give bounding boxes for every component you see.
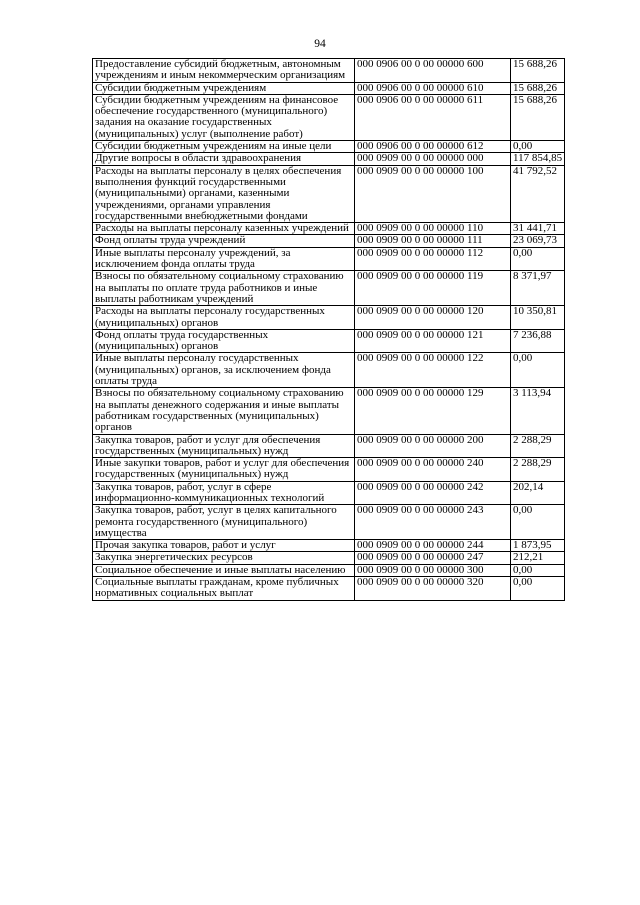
expense-name-cell: Фонд оплаты труда государственных (муниципальных) органов [93,329,355,353]
expense-name-cell: Расходы на выплаты персоналу государственных (муниципальных) органов [93,306,355,330]
amount-cell: 23 069,73 [511,235,565,247]
expense-name-cell: Закупка товаров, работ и услуг для обеспечения государственных (муниципальных) нужд [93,434,355,458]
budget-code-cell: 000 0909 00 0 00 00000 100 [355,165,511,222]
table-row [93,82,565,94]
budget-code-cell: 000 0909 00 0 00 00000 110 [355,223,511,235]
amount-cell: 15 688,26 [511,94,565,140]
table-row [93,505,565,540]
table-row [93,353,565,388]
budget-code-cell: 000 0909 00 0 00 00000 240 [355,458,511,482]
budget-code-cell: 000 0909 00 0 00 00000 320 [355,577,511,601]
table-row [93,271,565,306]
budget-code-cell: 000 0909 00 0 00 00000 112 [355,247,511,271]
budget-code-cell: 000 0909 00 0 00 00000 111 [355,235,511,247]
amount-cell: 15 688,26 [511,82,565,94]
amount-cell: 2 288,29 [511,458,565,482]
expense-name-cell: Закупка товаров, работ, услуг в целях капитального ремонта государственного (муниципального) имущества [93,505,355,540]
expense-name-cell: Взносы по обязательному социальному страхованию на выплаты по оплате труда работников и иные выплаты работникам учреждений [93,271,355,306]
budget-code-cell: 000 0909 00 0 00 00000 121 [355,329,511,353]
amount-cell: 202,14 [511,481,565,505]
amount-cell: 0,00 [511,577,565,601]
table-row [93,94,565,140]
budget-code-cell: 000 0906 00 0 00 00000 600 [355,59,511,83]
amount-cell: 10 350,81 [511,306,565,330]
table-row [93,552,565,564]
expense-name-cell: Фонд оплаты труда учреждений [93,235,355,247]
expense-name-cell: Иные выплаты персоналу учреждений, за исключением фонда оплаты труда [93,247,355,271]
amount-cell: 3 113,94 [511,388,565,434]
budget-code-cell: 000 0906 00 0 00 00000 610 [355,82,511,94]
table-row [93,540,565,552]
expense-name-cell: Иные закупки товаров, работ и услуг для обеспечения государственных (муниципальных) нужд [93,458,355,482]
budget-code-cell: 000 0909 00 0 00 00000 242 [355,481,511,505]
budget-code-cell: 000 0909 00 0 00 00000 243 [355,505,511,540]
budget-code-cell: 000 0909 00 0 00 00000 000 [355,153,511,165]
expense-name-cell: Другие вопросы в области здравоохранения [93,153,355,165]
amount-cell: 7 236,88 [511,329,565,353]
amount-cell: 0,00 [511,353,565,388]
expense-name-cell: Субсидии бюджетным учреждениям [93,82,355,94]
budget-code-cell: 000 0909 00 0 00 00000 120 [355,306,511,330]
expense-name-cell: Социальные выплаты гражданам, кроме публичных нормативных социальных выплат [93,577,355,601]
table-row [93,564,565,576]
budget-table [92,58,565,601]
amount-cell: 0,00 [511,505,565,540]
budget-table-body [93,59,565,601]
amount-cell: 8 371,97 [511,271,565,306]
table-row [93,434,565,458]
budget-code-cell: 000 0909 00 0 00 00000 119 [355,271,511,306]
budget-code-cell: 000 0909 00 0 00 00000 247 [355,552,511,564]
table-row [93,141,565,153]
expense-name-cell: Субсидии бюджетным учреждениям на финансовое обеспечение государственного (муниципального) задания на оказание государственных (муниципальных) услуг (выполнение работ) [93,94,355,140]
budget-code-cell: 000 0906 00 0 00 00000 611 [355,94,511,140]
amount-cell: 2 288,29 [511,434,565,458]
amount-cell: 41 792,52 [511,165,565,222]
amount-cell: 212,21 [511,552,565,564]
amount-cell: 15 688,26 [511,59,565,83]
expense-name-cell: Взносы по обязательному социальному страхованию на выплаты денежного содержания и иные выплаты работникам государственных (муниципальных) органов [93,388,355,434]
table-row [93,481,565,505]
table-row [93,306,565,330]
budget-code-cell: 000 0909 00 0 00 00000 244 [355,540,511,552]
amount-cell: 0,00 [511,564,565,576]
expense-name-cell: Социальное обеспечение и иные выплаты населению [93,564,355,576]
table-row [93,577,565,601]
expense-name-cell: Предоставление субсидий бюджетным, автономным учреждениям и иным некоммерческим организациям [93,59,355,83]
table-row [93,458,565,482]
table-row [93,388,565,434]
expense-name-cell: Расходы на выплаты персоналу в целях обеспечения выполнения функций государственными (муниципальными) органами, казенными учреждениями, органами управления государственными внебюджетными фондами [93,165,355,222]
budget-code-cell: 000 0909 00 0 00 00000 200 [355,434,511,458]
table-row [93,59,565,83]
table-row [93,153,565,165]
table-row [93,247,565,271]
amount-cell: 31 441,71 [511,223,565,235]
table-row [93,235,565,247]
amount-cell: 0,00 [511,247,565,271]
expense-name-cell: Иные выплаты персоналу государственных (муниципальных) органов, за исключением фонда оплаты труда [93,353,355,388]
amount-cell: 0,00 [511,141,565,153]
table-row [93,223,565,235]
expense-name-cell: Закупка энергетических ресурсов [93,552,355,564]
expense-name-cell: Закупка товаров, работ, услуг в сфере информационно-коммуникационных технологий [93,481,355,505]
budget-code-cell: 000 0909 00 0 00 00000 129 [355,388,511,434]
expense-name-cell: Субсидии бюджетным учреждениям на иные цели [93,141,355,153]
budget-code-cell: 000 0909 00 0 00 00000 122 [355,353,511,388]
amount-cell: 117 854,85 [511,153,565,165]
expense-name-cell: Расходы на выплаты персоналу казенных учреждений [93,223,355,235]
table-row [93,165,565,222]
budget-code-cell: 000 0909 00 0 00 00000 300 [355,564,511,576]
expense-name-cell: Прочая закупка товаров, работ и услуг [93,540,355,552]
amount-cell: 1 873,95 [511,540,565,552]
budget-code-cell: 000 0906 00 0 00 00000 612 [355,141,511,153]
table-row [93,329,565,353]
page-number: 94 [314,38,326,50]
